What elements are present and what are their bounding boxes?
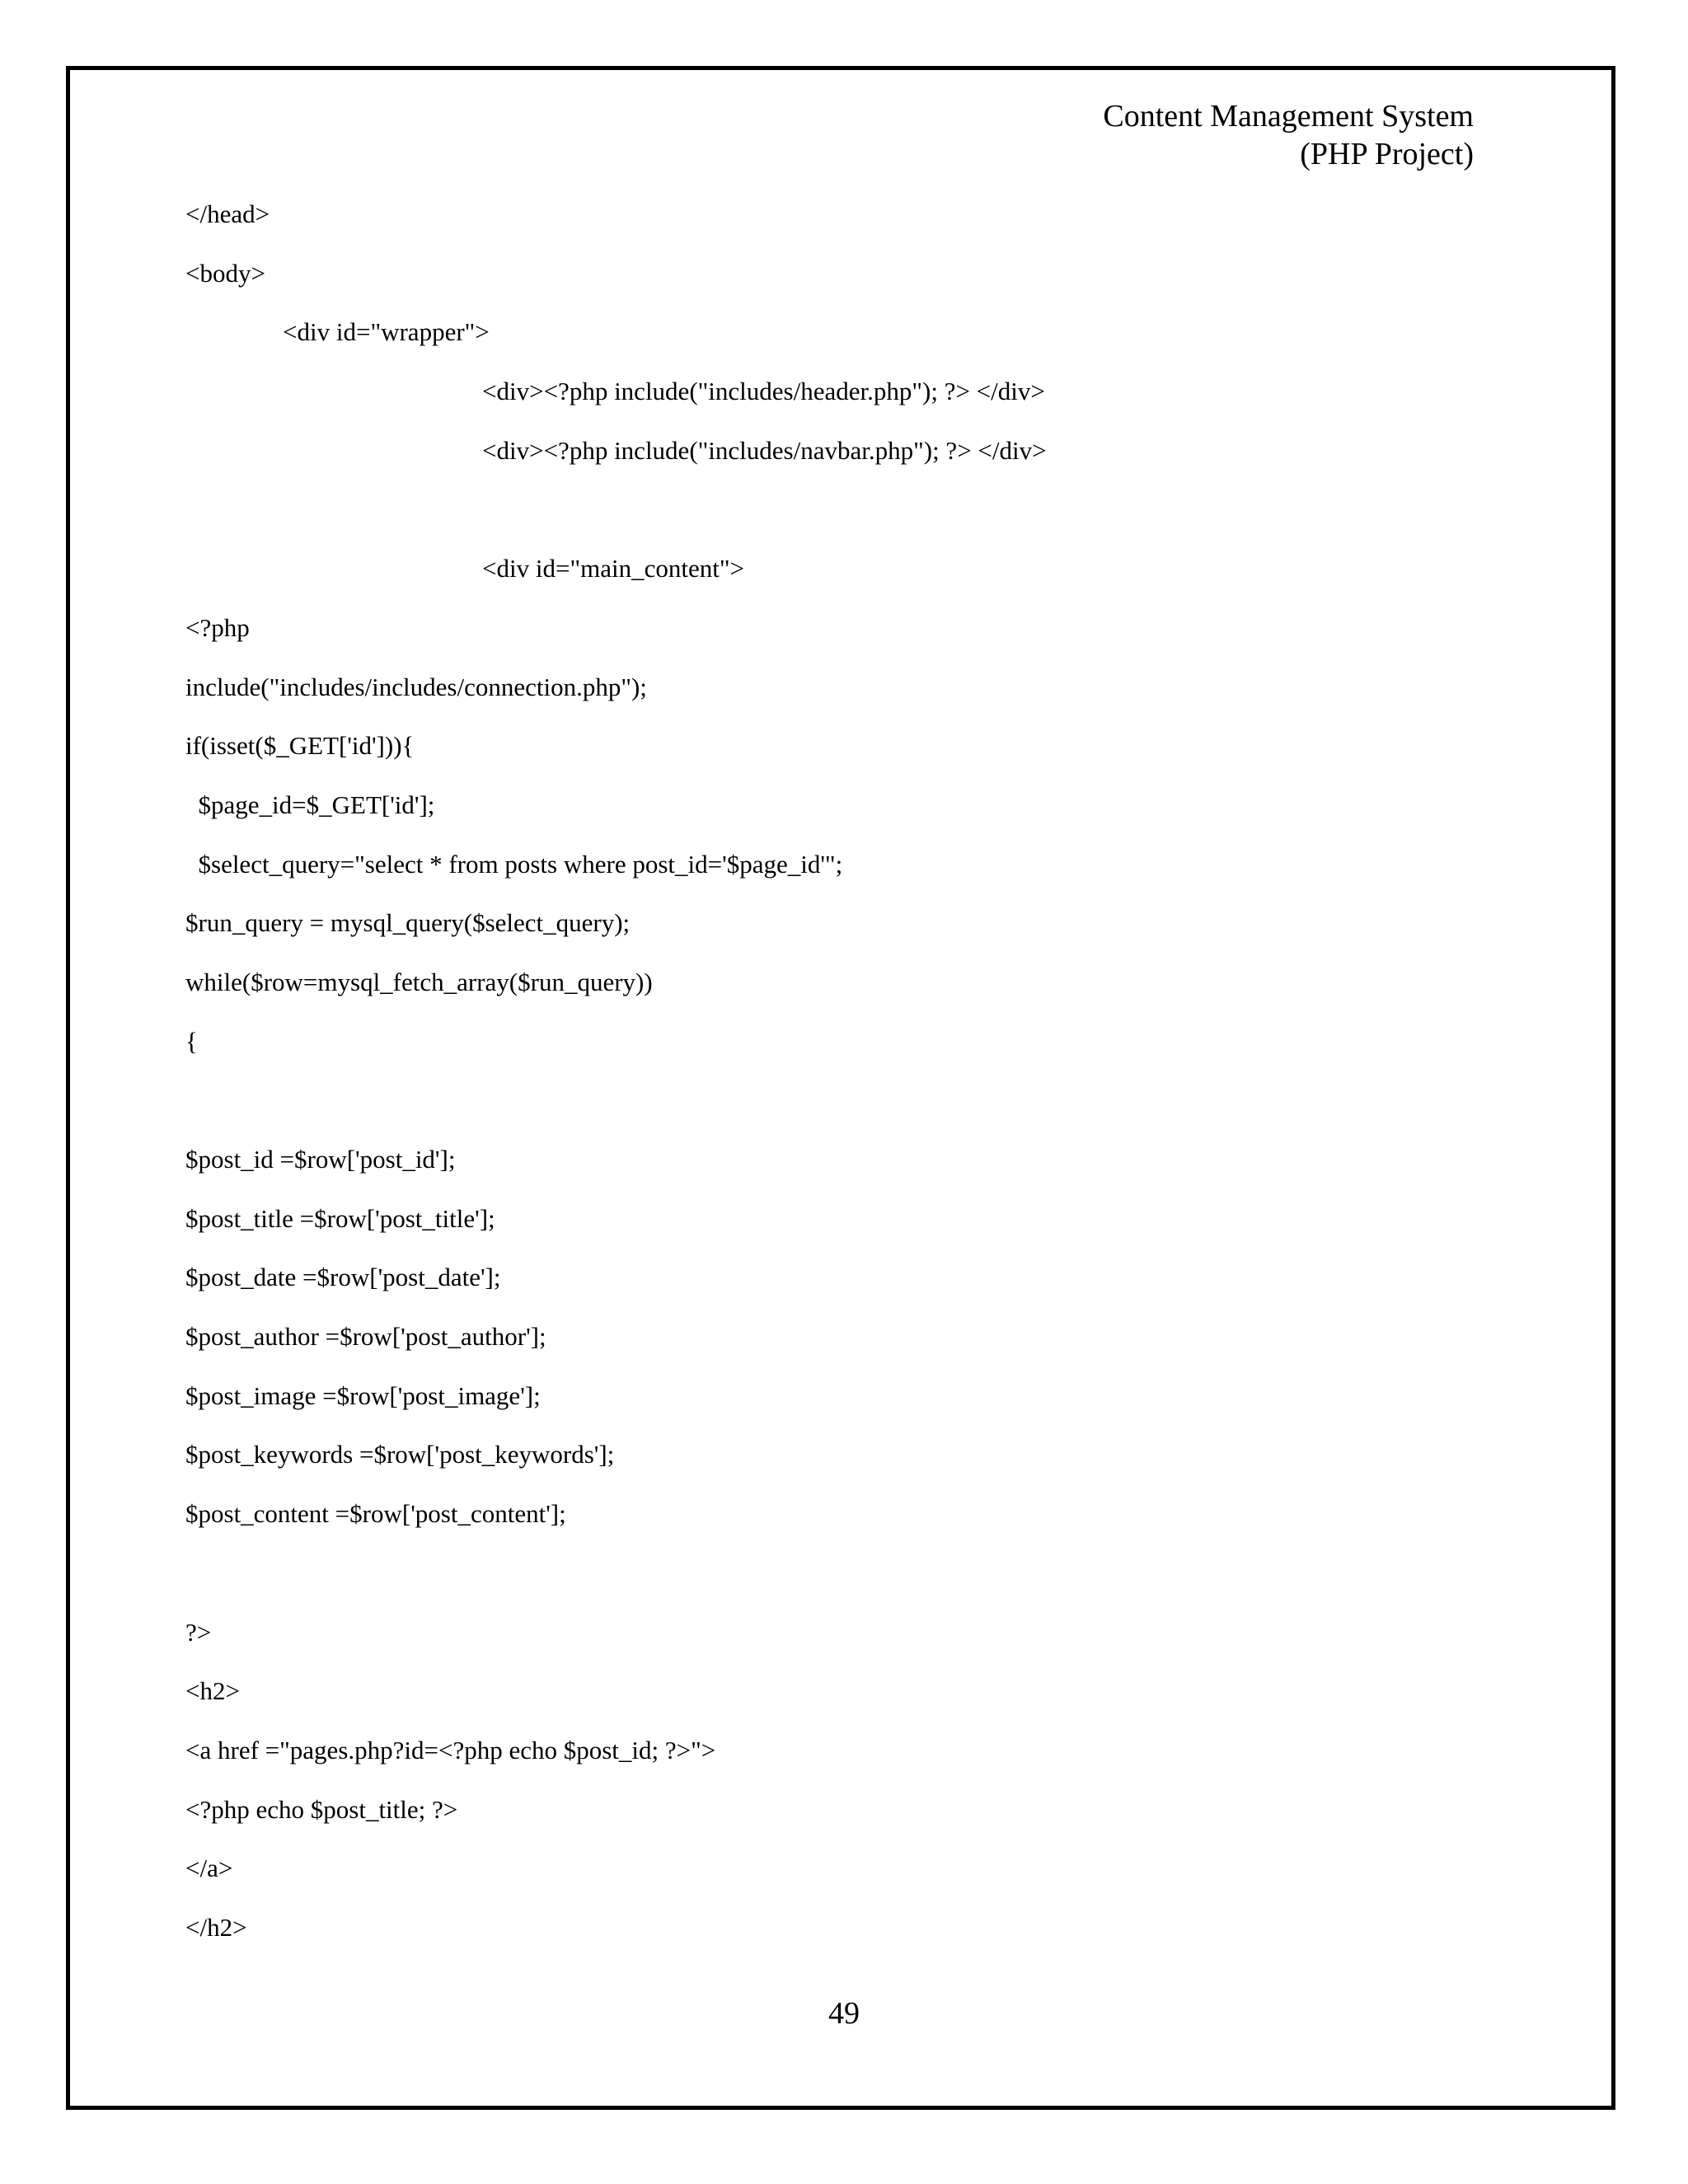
code-line: $select_query="select * from posts where post_id='$page_id'"; xyxy=(185,849,843,879)
header-subtitle: (PHP Project) xyxy=(1300,137,1474,171)
code-line: while($row=mysql_fetch_array($run_query)) xyxy=(185,967,653,996)
code-line: ?> xyxy=(185,1617,212,1647)
page-number: 49 xyxy=(828,1996,860,2031)
code-line xyxy=(185,1555,1504,1615)
code-line: $page_id=$_GET['id']; xyxy=(185,790,435,819)
code-line: </a> xyxy=(185,1854,233,1883)
code-line: <a href ="pages.php?id=<?php echo $post_id; ?>"> xyxy=(185,1735,716,1765)
code-line: $run_query = mysql_query($select_query); xyxy=(185,908,631,938)
code-line: $post_image =$row['post_image']; xyxy=(185,1380,541,1410)
code-line: <div id="wrapper"> xyxy=(283,317,490,347)
page-header xyxy=(732,97,1474,173)
code-line: { xyxy=(185,1026,198,1056)
code-line: $post_keywords =$row['post_keywords']; xyxy=(185,1440,615,1469)
code-line: <?php xyxy=(185,612,250,642)
code-line: </head> xyxy=(185,199,270,228)
code-line xyxy=(185,1082,1504,1141)
code-line: include("includes/includes/connection.php"); xyxy=(185,672,647,701)
code-line: $post_content =$row['post_content']; xyxy=(185,1499,566,1529)
code-line: $post_author =$row['post_author']; xyxy=(185,1322,546,1352)
code-line: <div id="main_content"> xyxy=(482,554,744,583)
code-line: $post_date =$row['post_date']; xyxy=(185,1263,501,1292)
code-line: <h2> xyxy=(185,1676,240,1706)
code-listing xyxy=(185,196,1504,1969)
header-title: Content Management System xyxy=(1103,99,1474,134)
code-line: <div><?php include("includes/header.php"); ?> </div> xyxy=(482,377,1045,406)
code-line: $post_id =$row['post_id']; xyxy=(185,1145,456,1174)
code-line: <div><?php include("includes/navbar.php"); ?> </div> xyxy=(482,435,1047,465)
code-line: <body> xyxy=(185,258,265,288)
code-line: if(isset($_GET['id'])){ xyxy=(185,731,415,761)
code-line xyxy=(185,491,1504,551)
code-line: </h2> xyxy=(185,1912,247,1942)
code-line: <?php echo $post_title; ?> xyxy=(185,1794,458,1824)
code-line: $post_title =$row['post_title']; xyxy=(185,1203,495,1233)
